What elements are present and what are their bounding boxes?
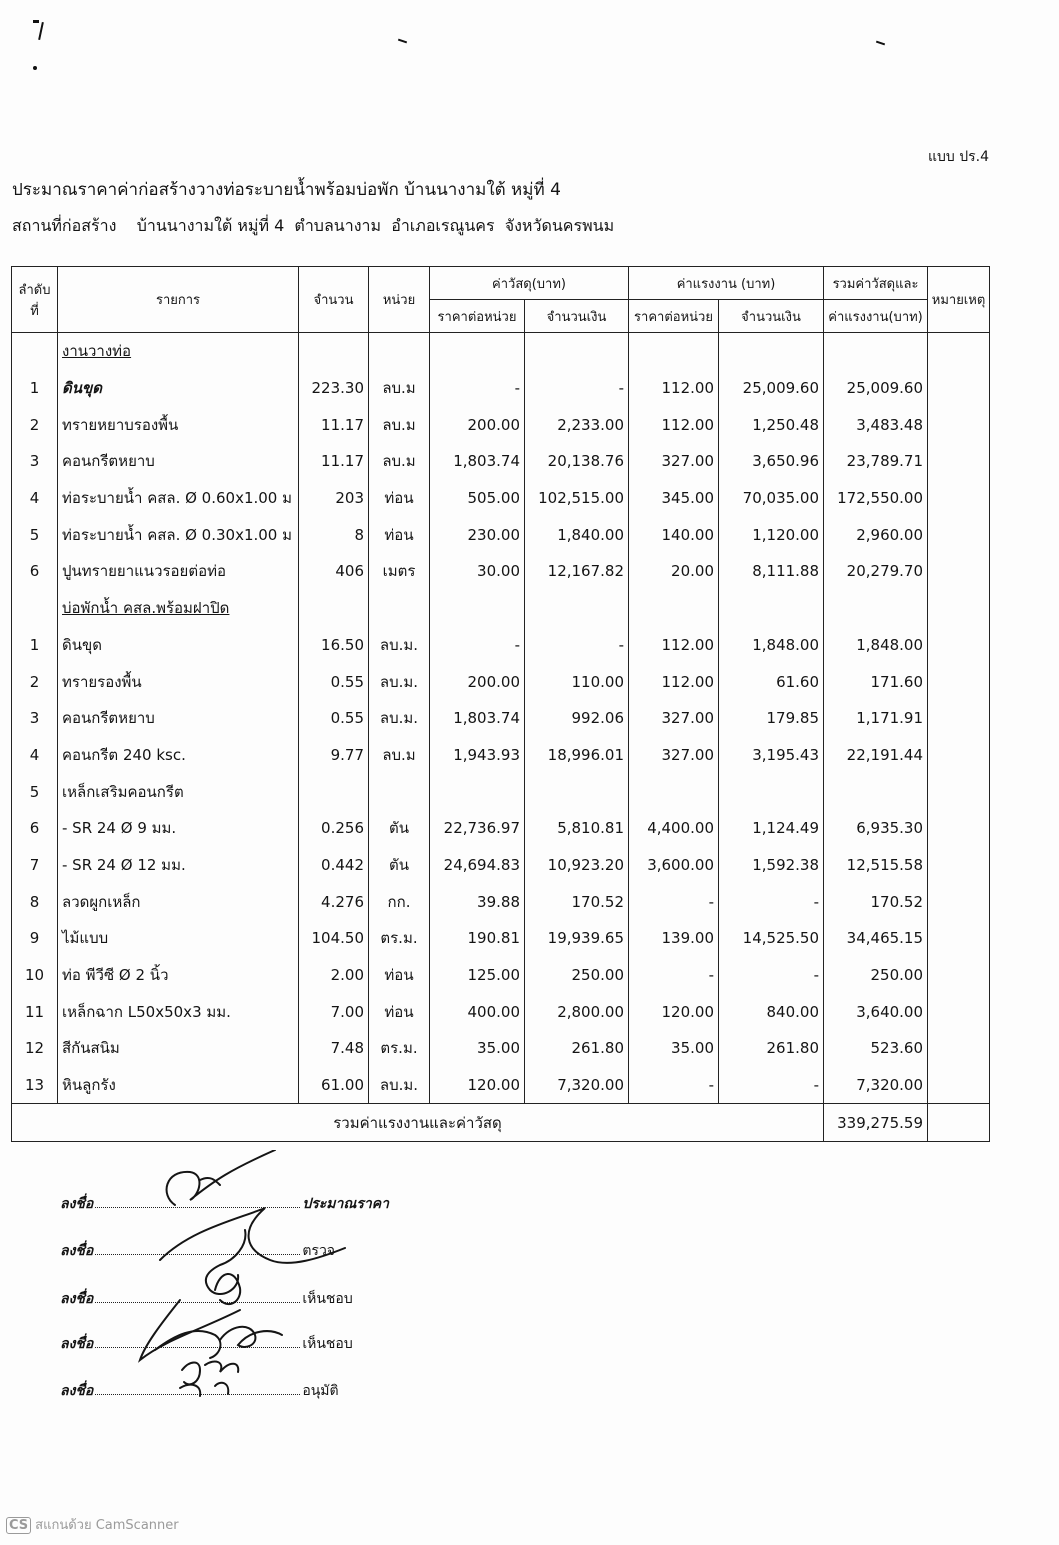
- row-material-amount: 5,810.81: [525, 810, 629, 847]
- header-item: รายการ: [58, 267, 299, 333]
- row-labor-amount: 70,035.00: [719, 480, 824, 517]
- row-material-unit-price: 120.00: [430, 1067, 525, 1104]
- row-no: 1: [12, 370, 58, 407]
- row-item: คอนกรีตหยาบ: [58, 700, 299, 737]
- row-labor-unit-price: 112.00: [629, 370, 719, 407]
- row-no: [12, 590, 58, 627]
- row-labor-amount: 3,650.96: [719, 443, 824, 480]
- row-material-unit-price: 24,694.83: [430, 847, 525, 884]
- row-material-unit-price: 1,943.93: [430, 737, 525, 774]
- row-material-amount: 10,923.20: [525, 847, 629, 884]
- signature-role: เห็นชอบ: [302, 1291, 353, 1307]
- row-material-amount: 170.52: [525, 883, 629, 920]
- row-unit: [369, 590, 430, 627]
- row-no: 13: [12, 1067, 58, 1104]
- row-item: ทรายหยาบรองพื้น: [58, 406, 299, 443]
- row-material-amount: 2,233.00: [525, 406, 629, 443]
- row-total: 12,515.58: [824, 847, 928, 884]
- row-unit: ตร.ม.: [369, 920, 430, 957]
- row-no: 6: [12, 553, 58, 590]
- table-row: [12, 480, 990, 517]
- row-total: 250.00: [824, 957, 928, 994]
- row-material-amount: 110.00: [525, 663, 629, 700]
- row-labor-unit-price: [629, 590, 719, 627]
- row-item: ท่อระบายน้ำ คสล. Ø 0.30x1.00 ม: [58, 516, 299, 553]
- row-material-unit-price: [430, 773, 525, 810]
- table-row: [12, 920, 990, 957]
- row-remark: [928, 993, 990, 1030]
- row-labor-unit-price: 35.00: [629, 1030, 719, 1067]
- document-title: ประมาณราคาค่าก่อสร้างวางท่อระบายน้ำพร้อมบ่อพัก บ้านนางามใต้ หมู่ที่ 4: [12, 180, 561, 200]
- row-total: 1,171.91: [824, 700, 928, 737]
- row-no: 7: [12, 847, 58, 884]
- row-remark: [928, 516, 990, 553]
- camscanner-logo: CS: [6, 1517, 31, 1534]
- grand-total-value: 339,275.59: [824, 1104, 928, 1142]
- row-remark: [928, 847, 990, 884]
- row-material-amount: 102,515.00: [525, 480, 629, 517]
- row-labor-unit-price: 4,400.00: [629, 810, 719, 847]
- row-item: - SR 24 Ø 9 มม.: [58, 810, 299, 847]
- header-remark: หมายเหตุ: [928, 267, 990, 333]
- row-remark: [928, 700, 990, 737]
- row-labor-unit-price: 327.00: [629, 700, 719, 737]
- header-material-amount: จำนวนเงิน: [525, 300, 629, 333]
- table-row: [12, 737, 990, 774]
- signature-label: ลงชื่อ: [60, 1291, 94, 1307]
- row-labor-amount: 3,195.43: [719, 737, 824, 774]
- signature-role: เห็นชอบ: [302, 1336, 353, 1352]
- row-labor-amount: [719, 590, 824, 627]
- row-no: 4: [12, 737, 58, 774]
- row-material-unit-price: 190.81: [430, 920, 525, 957]
- scan-mark: [33, 20, 39, 23]
- section-row: [12, 333, 990, 370]
- row-no: [12, 333, 58, 370]
- row-material-unit-price: [430, 333, 525, 370]
- row-total: [824, 773, 928, 810]
- row-unit: ลบ.ม: [369, 406, 430, 443]
- row-labor-amount: 1,592.38: [719, 847, 824, 884]
- signature-label: ลงชื่อ: [60, 1243, 94, 1259]
- row-material-unit-price: 505.00: [430, 480, 525, 517]
- row-labor-unit-price: 327.00: [629, 737, 719, 774]
- row-remark: [928, 663, 990, 700]
- row-qty: 11.17: [299, 443, 369, 480]
- row-labor-unit-price: [629, 773, 719, 810]
- row-unit: ท่อน: [369, 516, 430, 553]
- row-material-amount: [525, 590, 629, 627]
- header-no: ลำดับ ที่: [12, 267, 58, 333]
- row-remark: [928, 883, 990, 920]
- row-item: ท่อระบายน้ำ คสล. Ø 0.60x1.00 ม: [58, 480, 299, 517]
- header-qty: จำนวน: [299, 267, 369, 333]
- row-labor-amount: 25,009.60: [719, 370, 824, 407]
- row-qty: 203: [299, 480, 369, 517]
- row-remark: [928, 1067, 990, 1104]
- row-remark: [928, 370, 990, 407]
- header-total-line1: รวมค่าวัสดุและ: [824, 267, 928, 300]
- row-material-amount: 992.06: [525, 700, 629, 737]
- row-labor-amount: 1,124.49: [719, 810, 824, 847]
- row-labor-amount: 8,111.88: [719, 553, 824, 590]
- row-labor-unit-price: 112.00: [629, 406, 719, 443]
- row-material-unit-price: 230.00: [430, 516, 525, 553]
- row-material-amount: -: [525, 627, 629, 664]
- row-no: 5: [12, 516, 58, 553]
- row-unit: เมตร: [369, 553, 430, 590]
- row-material-unit-price: 200.00: [430, 663, 525, 700]
- row-qty: 104.50: [299, 920, 369, 957]
- row-total: 3,483.48: [824, 406, 928, 443]
- header-unit: หน่วย: [369, 267, 430, 333]
- row-item: ดินขุด: [58, 627, 299, 664]
- row-qty: 16.50: [299, 627, 369, 664]
- signature-role: อนุมัติ: [302, 1383, 339, 1399]
- row-material-amount: 261.80: [525, 1030, 629, 1067]
- scan-mark: [398, 39, 407, 44]
- row-unit: ตร.ม.: [369, 1030, 430, 1067]
- row-qty: [299, 590, 369, 627]
- row-remark: [928, 627, 990, 664]
- row-unit: ลบ.ม.: [369, 663, 430, 700]
- row-total: 172,550.00: [824, 480, 928, 517]
- row-total: 20,279.70: [824, 553, 928, 590]
- table-row: [12, 406, 990, 443]
- row-remark: [928, 443, 990, 480]
- row-total: 23,789.71: [824, 443, 928, 480]
- row-labor-amount: 261.80: [719, 1030, 824, 1067]
- row-labor-unit-price: 120.00: [629, 993, 719, 1030]
- row-unit: ท่อน: [369, 480, 430, 517]
- row-labor-amount: -: [719, 957, 824, 994]
- row-labor-amount: 179.85: [719, 700, 824, 737]
- table-row: [12, 847, 990, 884]
- row-qty: 4.276: [299, 883, 369, 920]
- row-item: คอนกรีตหยาบ: [58, 443, 299, 480]
- signature-label: ลงชื่อ: [60, 1196, 94, 1212]
- handwritten-signatures: [120, 1150, 400, 1410]
- row-item: งานวางท่อ: [58, 333, 299, 370]
- row-remark: [928, 920, 990, 957]
- row-qty: 8: [299, 516, 369, 553]
- row-no: 3: [12, 700, 58, 737]
- row-no: 5: [12, 773, 58, 810]
- table-row: [12, 810, 990, 847]
- row-total: 6,935.30: [824, 810, 928, 847]
- row-item: ลวดผูกเหล็ก: [58, 883, 299, 920]
- row-material-unit-price: 30.00: [430, 553, 525, 590]
- row-no: 12: [12, 1030, 58, 1067]
- row-labor-amount: -: [719, 1067, 824, 1104]
- row-total: 3,640.00: [824, 993, 928, 1030]
- row-item: สีกันสนิม: [58, 1030, 299, 1067]
- row-no: 10: [12, 957, 58, 994]
- row-material-unit-price: [430, 590, 525, 627]
- row-no: 9: [12, 920, 58, 957]
- row-no: 11: [12, 993, 58, 1030]
- table-row: [12, 663, 990, 700]
- row-material-unit-price: 1,803.74: [430, 700, 525, 737]
- table-row: [12, 883, 990, 920]
- scan-mark: [33, 66, 37, 70]
- row-material-unit-price: -: [430, 627, 525, 664]
- construction-site: สถานที่ก่อสร้าง บ้านนางามใต้ หมู่ที่ 4 ตำบลนางาม อำเภอเรณูนคร จังหวัดนครพนม: [12, 216, 615, 235]
- row-no: 8: [12, 883, 58, 920]
- row-item: เหล็กฉาก L50x50x3 มม.: [58, 993, 299, 1030]
- row-material-amount: [525, 773, 629, 810]
- row-qty: 406: [299, 553, 369, 590]
- grand-total-remark: [928, 1104, 990, 1142]
- row-no: 4: [12, 480, 58, 517]
- signature-label: ลงชื่อ: [60, 1336, 94, 1352]
- row-labor-unit-price: 20.00: [629, 553, 719, 590]
- table-row: [12, 443, 990, 480]
- header-material-unit-price: ราคาต่อหน่วย: [430, 300, 525, 333]
- row-total: 170.52: [824, 883, 928, 920]
- row-material-unit-price: 125.00: [430, 957, 525, 994]
- row-labor-unit-price: 327.00: [629, 443, 719, 480]
- row-total: 523.60: [824, 1030, 928, 1067]
- row-total: 2,960.00: [824, 516, 928, 553]
- table-row: [12, 1030, 990, 1067]
- row-labor-amount: 61.60: [719, 663, 824, 700]
- row-material-unit-price: 200.00: [430, 406, 525, 443]
- row-item: คอนกรีต 240 ksc.: [58, 737, 299, 774]
- header-labor-amount: จำนวนเงิน: [719, 300, 824, 333]
- row-total: [824, 333, 928, 370]
- signature-role: ตรวจ: [302, 1243, 336, 1259]
- row-qty: 2.00: [299, 957, 369, 994]
- row-qty: 0.256: [299, 810, 369, 847]
- scan-mark: [38, 22, 44, 40]
- row-labor-amount: 1,250.48: [719, 406, 824, 443]
- row-labor-unit-price: 112.00: [629, 663, 719, 700]
- row-remark: [928, 810, 990, 847]
- row-remark: [928, 406, 990, 443]
- table-row: [12, 370, 990, 407]
- section-row: [12, 590, 990, 627]
- row-labor-unit-price: -: [629, 957, 719, 994]
- row-item: ไม้แบบ: [58, 920, 299, 957]
- row-labor-amount: [719, 773, 824, 810]
- row-unit: ท่อน: [369, 993, 430, 1030]
- row-qty: 7.00: [299, 993, 369, 1030]
- row-unit: ตัน: [369, 847, 430, 884]
- row-unit: [369, 333, 430, 370]
- row-unit: ลบ.ม: [369, 443, 430, 480]
- row-material-amount: [525, 333, 629, 370]
- row-unit: กก.: [369, 883, 430, 920]
- row-material-unit-price: 39.88: [430, 883, 525, 920]
- row-labor-amount: [719, 333, 824, 370]
- row-no: 3: [12, 443, 58, 480]
- row-item: - SR 24 Ø 12 มม.: [58, 847, 299, 884]
- row-item: หินลูกรัง: [58, 1067, 299, 1104]
- signature-role: ประมาณราคา: [302, 1196, 389, 1212]
- row-unit: ลบ.ม.: [369, 1067, 430, 1104]
- row-qty: 223.30: [299, 370, 369, 407]
- row-no: 2: [12, 663, 58, 700]
- row-material-unit-price: 1,803.74: [430, 443, 525, 480]
- table-row: [12, 553, 990, 590]
- row-material-unit-price: 400.00: [430, 993, 525, 1030]
- row-labor-amount: 840.00: [719, 993, 824, 1030]
- row-unit: ลบ.ม: [369, 370, 430, 407]
- row-unit: ท่อน: [369, 957, 430, 994]
- row-remark: [928, 333, 990, 370]
- row-labor-unit-price: -: [629, 883, 719, 920]
- row-remark: [928, 553, 990, 590]
- row-labor-amount: 14,525.50: [719, 920, 824, 957]
- scan-mark: [876, 41, 885, 46]
- row-labor-amount: 1,848.00: [719, 627, 824, 664]
- row-material-amount: 2,800.00: [525, 993, 629, 1030]
- header-labor: ค่าแรงงาน (บาท): [629, 267, 824, 300]
- row-labor-unit-price: 112.00: [629, 627, 719, 664]
- row-material-amount: 12,167.82: [525, 553, 629, 590]
- row-item: ปูนทรายยาแนวรอยต่อท่อ: [58, 553, 299, 590]
- row-remark: [928, 1030, 990, 1067]
- row-material-unit-price: 35.00: [430, 1030, 525, 1067]
- table-row: [12, 627, 990, 664]
- row-no: 1: [12, 627, 58, 664]
- row-qty: 7.48: [299, 1030, 369, 1067]
- table-row: [12, 700, 990, 737]
- row-material-amount: 20,138.76: [525, 443, 629, 480]
- row-unit: ลบ.ม: [369, 737, 430, 774]
- row-qty: 11.17: [299, 406, 369, 443]
- camscanner-watermark: [6, 1514, 179, 1535]
- row-labor-unit-price: 140.00: [629, 516, 719, 553]
- row-qty: 0.55: [299, 700, 369, 737]
- row-no: 2: [12, 406, 58, 443]
- row-unit: ลบ.ม.: [369, 700, 430, 737]
- row-total: 7,320.00: [824, 1067, 928, 1104]
- row-labor-unit-price: -: [629, 1067, 719, 1104]
- row-item: ดินขุด: [58, 370, 299, 407]
- row-qty: 9.77: [299, 737, 369, 774]
- row-material-unit-price: -: [430, 370, 525, 407]
- row-item: บ่อพักน้ำ คสล.พร้อมฝาปิด: [58, 590, 299, 627]
- row-qty: 0.442: [299, 847, 369, 884]
- row-unit: ตัน: [369, 810, 430, 847]
- row-material-amount: 7,320.00: [525, 1067, 629, 1104]
- bill-of-quantities-table: [11, 266, 990, 1142]
- row-item: ทรายรองพื้น: [58, 663, 299, 700]
- row-labor-amount: -: [719, 883, 824, 920]
- row-labor-amount: 1,120.00: [719, 516, 824, 553]
- header-labor-unit-price: ราคาต่อหน่วย: [629, 300, 719, 333]
- row-remark: [928, 590, 990, 627]
- table-row: [12, 1067, 990, 1104]
- row-material-amount: 250.00: [525, 957, 629, 994]
- row-total: 25,009.60: [824, 370, 928, 407]
- row-material-unit-price: 22,736.97: [430, 810, 525, 847]
- table-row: [12, 957, 990, 994]
- row-total: 34,465.15: [824, 920, 928, 957]
- signature-label: ลงชื่อ: [60, 1383, 94, 1399]
- row-total: 171.60: [824, 663, 928, 700]
- row-qty: 61.00: [299, 1067, 369, 1104]
- row-qty: [299, 773, 369, 810]
- row-labor-unit-price: [629, 333, 719, 370]
- row-item: ท่อ พีวีซี Ø 2 นิ้ว: [58, 957, 299, 994]
- table-row: [12, 773, 990, 810]
- row-remark: [928, 773, 990, 810]
- row-total: 1,848.00: [824, 627, 928, 664]
- grand-total-row: [12, 1104, 990, 1142]
- row-labor-unit-price: 3,600.00: [629, 847, 719, 884]
- table-body: [12, 333, 990, 1142]
- row-labor-unit-price: 345.00: [629, 480, 719, 517]
- camscanner-text: สแกนด้วย CamScanner: [35, 1518, 179, 1533]
- row-total: 22,191.44: [824, 737, 928, 774]
- row-unit: [369, 773, 430, 810]
- table-row: [12, 516, 990, 553]
- row-item: เหล็กเสริมคอนกรีต: [58, 773, 299, 810]
- header-total-line2: ค่าแรงงาน(บาท): [824, 300, 928, 333]
- row-labor-unit-price: 139.00: [629, 920, 719, 957]
- row-remark: [928, 957, 990, 994]
- row-remark: [928, 737, 990, 774]
- row-total: [824, 590, 928, 627]
- row-unit: ลบ.ม.: [369, 627, 430, 664]
- row-no: 6: [12, 810, 58, 847]
- row-material-amount: 1,840.00: [525, 516, 629, 553]
- header-material: ค่าวัสดุ(บาท): [430, 267, 629, 300]
- table-row: [12, 993, 990, 1030]
- row-qty: [299, 333, 369, 370]
- grand-total-label: รวมค่าแรงงานและค่าวัสดุ: [12, 1104, 824, 1142]
- row-qty: 0.55: [299, 663, 369, 700]
- row-material-amount: 19,939.65: [525, 920, 629, 957]
- row-material-amount: 18,996.01: [525, 737, 629, 774]
- row-remark: [928, 480, 990, 517]
- form-code: แบบ ปร.4: [928, 149, 990, 165]
- row-material-amount: -: [525, 370, 629, 407]
